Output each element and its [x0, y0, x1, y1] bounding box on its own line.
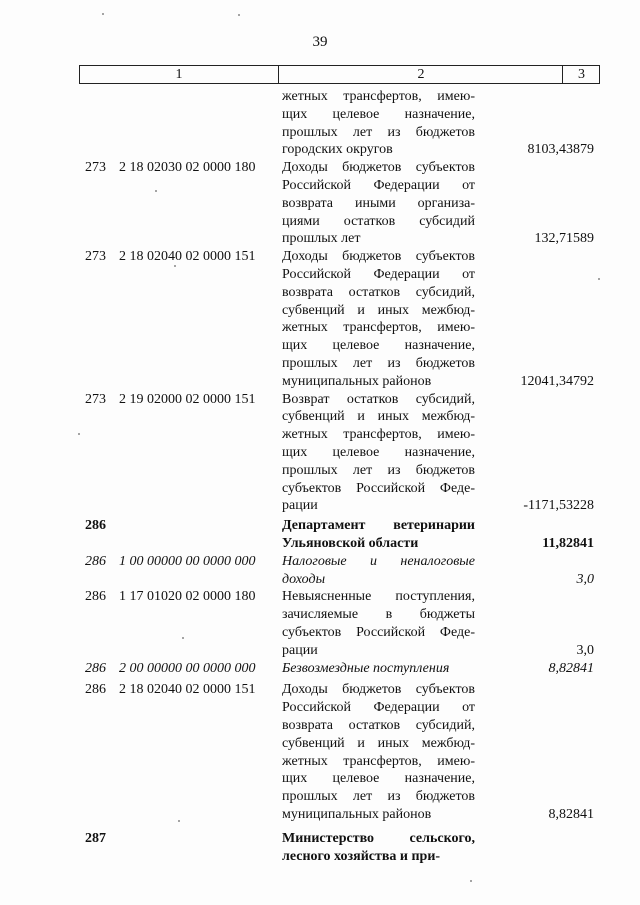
row-9-code: 287	[85, 830, 106, 846]
row-8-value: 8,82841	[548, 807, 594, 822]
row-1-kbk: 2 18 02030 02 0000 180	[119, 160, 256, 176]
row-0-desc-line-1: щих целевое назначение,	[282, 106, 475, 122]
header-col-3: 3	[562, 66, 600, 83]
row-7-desc-line-0: Безвозмездные поступления	[282, 660, 450, 676]
row-5-kbk: 1 00 00000 00 0000 000	[119, 553, 256, 569]
row-5-desc-line-1: доходы	[282, 571, 326, 587]
row-3-desc-line-6: рации	[282, 498, 318, 514]
row-1-desc-line-2: возврата иными организа-	[282, 195, 475, 211]
row-5-desc-line-0: Налоговые и неналоговые	[282, 553, 475, 569]
row-8-desc-line-1: Российской Федерации от	[282, 700, 475, 716]
row-8-desc-line-5: щих целевое назначение,	[282, 771, 475, 787]
row-1-desc-line-3: циями остатков субсидий	[282, 213, 475, 229]
row-2-desc-line-6: прошлых лет из бюджетов	[282, 356, 475, 371]
row-1-desc-line-1: Российской Федерации от	[282, 178, 475, 193]
row-8-desc-line-7: муниципальных районов	[282, 807, 432, 822]
row-4-code: 286	[85, 518, 106, 534]
row-0-desc-line-2: прошлых лет из бюджетов	[282, 124, 475, 140]
row-8-desc-line-3: субвенций и иных межбюд-	[282, 735, 475, 751]
row-0-desc-line-0: жетных трансфертов, имею-	[282, 89, 475, 104]
row-7-value: 8,82841	[548, 660, 594, 676]
row-3-value: -1171,53228	[523, 498, 594, 514]
row-2-desc-line-0: Доходы бюджетов субъектов	[282, 249, 475, 265]
header-col-2: 2	[278, 66, 563, 83]
row-4-desc-line-0: Департамент ветеринарии	[282, 518, 475, 534]
row-3-desc-line-3: щих целевое назначение,	[282, 445, 475, 460]
row-0-value: 8103,43879	[527, 142, 594, 158]
row-1-code: 273	[85, 160, 106, 176]
row-8-code: 286	[85, 682, 106, 698]
row-8-desc-line-0: Доходы бюджетов субъектов	[282, 682, 475, 698]
row-6-desc-line-1: зачисляемые в бюджеты	[282, 607, 475, 623]
row-9-desc-line-0: Министерство сельского,	[282, 830, 475, 846]
row-6-desc-line-0: Невыясненные поступления,	[282, 589, 475, 605]
row-8-kbk: 2 18 02040 02 0000 151	[119, 682, 256, 698]
row-9-desc-line-1: лесного хозяйства и при-	[282, 848, 441, 864]
row-8-desc-line-4: жетных трансфертов, имею-	[282, 753, 475, 769]
row-6-kbk: 1 17 01020 02 0000 180	[119, 589, 256, 605]
row-2-desc-line-4: жетных трансфертов, имею-	[282, 320, 475, 336]
row-3-desc-line-5: субъектов Российской Феде-	[282, 480, 475, 496]
row-2-desc-line-2: возврата остатков субсидий,	[282, 284, 475, 300]
row-5-code: 286	[85, 553, 106, 569]
table-header	[79, 65, 600, 84]
row-4-value: 11,82841	[542, 536, 594, 551]
header-col-1: 1	[175, 67, 183, 82]
row-8-desc-line-2: возврата остатков субсидий,	[282, 718, 475, 733]
row-6-code: 286	[85, 589, 106, 605]
row-2-code: 273	[85, 249, 106, 265]
row-7-code: 286	[85, 660, 106, 676]
row-3-kbk: 2 19 02000 02 0000 151	[119, 391, 256, 407]
row-7-kbk: 2 00 00000 00 0000 000	[119, 660, 256, 676]
row-4-desc-line-1: Ульяновской области	[282, 536, 419, 551]
row-0-desc-line-3: городских округов	[282, 142, 393, 158]
row-2-value: 12041,34792	[520, 373, 594, 389]
page-number: 39	[312, 34, 328, 50]
row-3-desc-line-0: Возврат остатков субсидий,	[282, 391, 475, 407]
row-3-desc-line-4: прошлых лет из бюджетов	[282, 462, 475, 478]
row-8-desc-line-6: прошлых лет из бюджетов	[282, 789, 475, 805]
row-3-desc-line-2: жетных трансфертов, имею-	[282, 427, 475, 443]
row-2-desc-line-7: муниципальных районов	[282, 373, 432, 389]
row-2-kbk: 2 18 02040 02 0000 151	[119, 249, 256, 265]
row-1-desc-line-4: прошлых лет	[282, 231, 361, 247]
row-2-desc-line-3: субвенций и иных межбюд-	[282, 302, 475, 318]
row-2-desc-line-5: щих целевое назначение,	[282, 338, 475, 354]
row-3-code: 273	[85, 391, 106, 407]
row-6-desc-line-2: субъектов Российской Феде-	[282, 625, 475, 640]
row-1-value: 132,71589	[534, 231, 594, 247]
row-2-desc-line-1: Российской Федерации от	[282, 267, 475, 282]
row-6-value: 3,0	[576, 642, 594, 658]
row-1-desc-line-0: Доходы бюджетов субъектов	[282, 160, 475, 176]
row-6-desc-line-3: рации	[282, 642, 318, 658]
row-5-value: 3,0	[576, 571, 594, 587]
row-3-desc-line-1: субвенций и иных межбюд-	[282, 409, 475, 425]
